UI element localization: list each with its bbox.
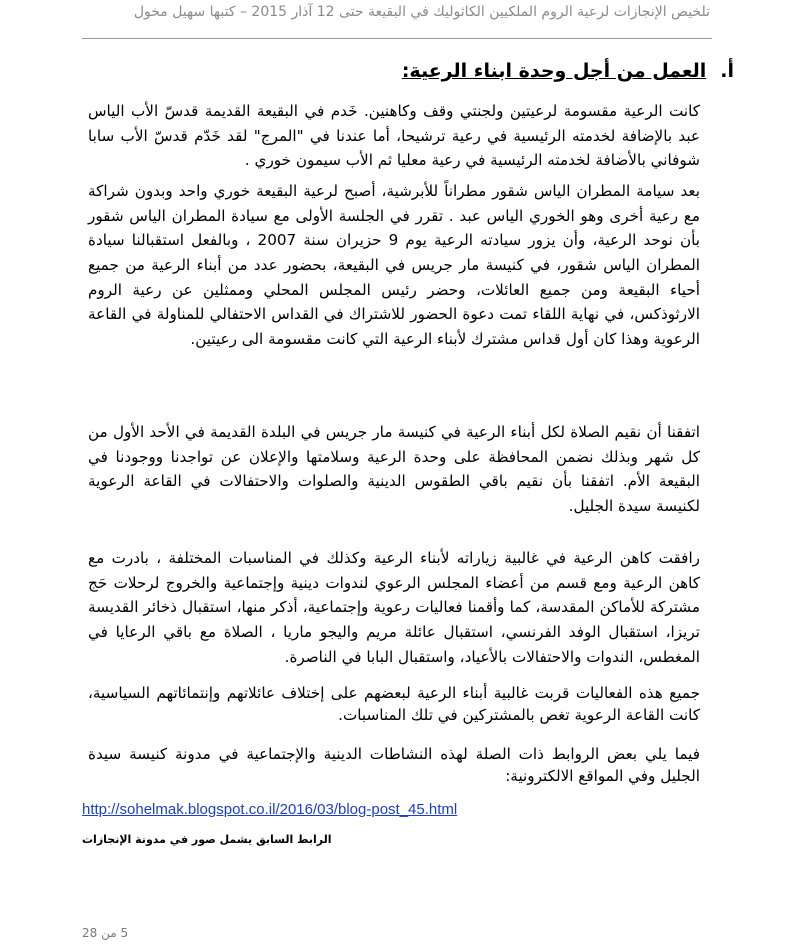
running-header: تلخيص الإنجازات لرعية الروم الملكيين الكاثوليك في البقيعة حتى 12 آذار 2015 – كتبها سهيل مخول: [133, 4, 710, 20]
section-number: أ.: [720, 60, 734, 82]
blog-post-link[interactable]: http://sohelmak.blogspot.co.il/2016/03/blog-post_45.html: [82, 801, 458, 818]
paragraph-4: رافقت كاهن الرعية في غالبية زياراته لأبناء الرعية وكذلك في المناسبات المختلفة ، بادرت مع كاهن الرعية ومع قسم من أعضاء المجلس الرعوي لندوات دينية وإجتماعية والخروج لرحلات حَج مشتركة للأماكن المقدسة، كما وأقمنا فعاليات رعوية وإجتماعية، أذكر منها، استقبال ذخائر القديسة تريزا، استقبال الوفد الفرنسي، استقبال عائلة مريم واليجو ماريا ، الصلاة مع باقي الرعايا في المغطس، الندوات والاحتفالات بالأعياد، واستقبال البابا في الناصرة.: [88, 549, 700, 666]
paragraph-3: اتفقنا أن نقيم الصلاة لكل أبناء الرعية في كنيسة مار جريس في البلدة القديمة في الأحد الأول من كل شهر وبذلك نضمن المحافظة على وحدة الرعية وسلامتها والإعلان عن تواجدنا ووجودنا في البقيعة الأم. اتفقنا بأن نقيم باقي الطقوس الدينية والصلوات والاحتفالات في القاعة الرعوية لكنيسة سيدة الجليل.: [88, 423, 700, 515]
link-caption: الرابط السابق يشمل صور في مدونة الإنجازات: [82, 833, 332, 846]
paragraph-1: كانت الرعية مقسومة لرعيتين ولجنتي وقف وكاهنين. خَدم في البقيعة القديمة قدسّ الأب الياس عبد بالإضافة لخدمته الرئيسية في رعية ترشيحا، أما عندنا في "المرج" لقد خَدّم قدسّ الأب سابا شوفاني بالأضافة لخدمته الرئيسية في رعية معليا ثم الأب سيمون خوري .: [88, 102, 700, 170]
header-divider: [82, 38, 712, 39]
section-heading: [402, 60, 734, 82]
section-title: العمل من أجل وحدة ابناء الرعية:: [401, 60, 707, 82]
paragraph-2: بعد سيامة المطران الياس شقور مطراناً للأبرشية، أصبح لرعية البقيعة خوري واحد وبدون شراكة مع رعية أخرى وهو الخوري الياس عبد . تقرر في الجلسة الأولى مع سيادة المطران الياس شقور بأن نوحد الرعية، وأن يزور سيادته الرعية يوم 9 حزيران سنة 2007 ، وبالفعل استقبالنا سيادة المطران الياس شقور، في كنيسة مار جريس في البقيعة، بحضور عدد من أبناء الرعية من جميع أحياء البقيعة ومن جميع العائلات، وحضر رئيس المجلس المحلي وممثلين عن رعية الروم الارثوذكس، في نهاية اللقاء تمت دعوة الحضور للاشتراك في القداس الاحتفالي للمناولة في القاعة الرعوية وهذا كان أول قداس مشترك لأبناء الرعية التي كانت مقسومة الى رعيتين.: [88, 182, 700, 348]
page-number: 5 من 28: [82, 926, 129, 940]
paragraph-5: جميع هذه الفعاليات قربت غالبية أبناء الرعية لبعضهم على إختلاف عائلاتهم وإنتمائاتهم السياسية، كانت القاعة الرعوية تغص بالمشتركين في تلك المناسبات.: [88, 684, 700, 725]
paragraph-6: فيما يلي بعض الروابط ذات الصلة لهذه النشاطات الدينية والإجتماعية في مدونة كنيسة سيدة الجليل وفي المواقع الالكترونية:: [88, 745, 700, 786]
